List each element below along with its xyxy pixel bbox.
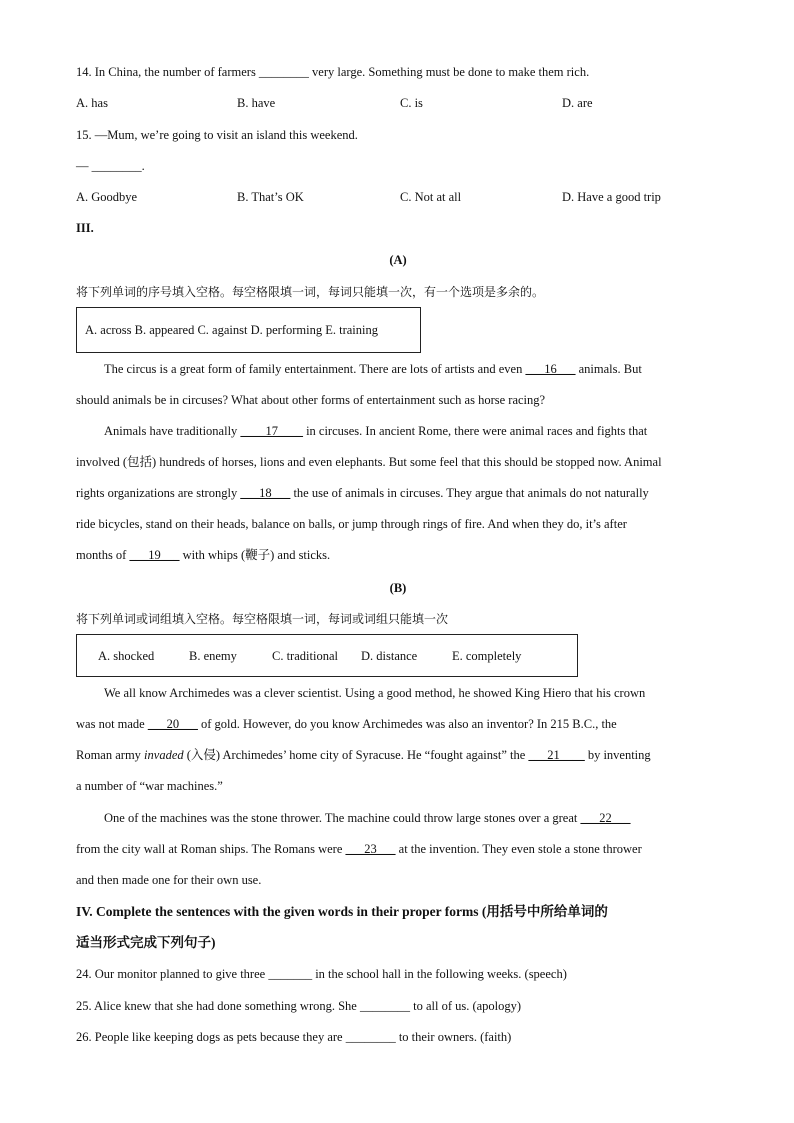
word-option-d: D. distance <box>361 649 418 663</box>
part-a-paragraph-2 <box>76 416 720 571</box>
section-3-heading: III. <box>76 221 94 235</box>
blank-16[interactable]: ___16___ <box>525 362 576 376</box>
question-15-options <box>76 189 720 205</box>
part-b-label: (B) <box>389 581 407 595</box>
question-15-reply: — ________. <box>76 159 145 173</box>
passage-line: months of ___19___ with whips (鞭子) and sticks. <box>76 548 331 562</box>
blank-19[interactable]: ___19___ <box>129 548 180 562</box>
word-option-e: E. completely <box>452 649 522 663</box>
word-option-b: B. enemy <box>189 649 237 663</box>
passage-line: One of the machines was the stone thrower. The machine could throw large stones over a great ___22___ <box>104 811 631 825</box>
part-b-instruction: 将下列单词或词组填入空格。每空格限填一词，每词或词组只能填一次 <box>76 612 449 626</box>
word-option-a: A. shocked <box>98 649 155 663</box>
part-a-word-box <box>76 307 421 353</box>
passage-line: should animals be in circuses? What about other forms of entertainment such as horse racing? <box>76 393 546 407</box>
blank-18[interactable]: ___18___ <box>240 486 291 500</box>
passage-line: and then made one for their own use. <box>76 873 262 887</box>
section-4-heading-line-2: 适当形式完成下列句子) <box>76 935 216 950</box>
blank-21[interactable]: ___21____ <box>528 748 585 762</box>
question-14-stem: 14. In China, the number of farmers ________ very large. Something must be done to make them rich. <box>76 65 590 79</box>
question-25: 25. Alice knew that she had done something wrong. She ________ to all of us. (apology) <box>76 999 522 1013</box>
passage-line: was not made ___20___ of gold. However, do you know Archimedes was also an inventor? In 215 B.C., the <box>76 717 617 731</box>
passage-line: from the city wall at Roman ships. The Romans were ___23___ at the invention. They even stole a stone thrower <box>76 842 642 856</box>
q15-option-b[interactable]: B. That’s OK <box>237 190 304 204</box>
part-a-label: (A) <box>389 253 407 267</box>
blank-22[interactable]: ___22___ <box>580 811 631 825</box>
passage-line: The circus is a great form of family entertainment. There are lots of artists and even ___16___ animals. But <box>104 362 642 376</box>
part-a-word-list: A. across B. appeared C. against D. performing E. training <box>85 323 378 337</box>
passage-line: Roman army invaded (入侵) Archimedes’ home city of Syracuse. He “fought against” the ___21____ by inventing <box>76 748 651 762</box>
part-b-paragraph-1 <box>76 678 720 802</box>
part-a-paragraph-1 <box>76 354 720 416</box>
part-a-instruction: 将下列单词的序号填入空格。每空格限填一词，每词只能填一次，有一个选项是多余的。 <box>76 285 545 299</box>
q15-option-c[interactable]: C. Not at all <box>400 190 462 204</box>
question-26: 26. People like keeping dogs as pets because they are ________ to their owners. (faith) <box>76 1030 512 1044</box>
question-15-stem: 15. —Mum, we’re going to visit an island this weekend. <box>76 128 358 142</box>
passage-line: We all know Archimedes was a clever scientist. Using a good method, he showed King Hiero that his crown <box>104 686 646 700</box>
blank-17[interactable]: ____17____ <box>240 424 303 438</box>
q14-option-c[interactable]: C. is <box>400 96 423 110</box>
passage-line: ride bicycles, stand on their heads, balance on balls, or jump through rings of fire. And when they do, it’s after <box>76 517 627 531</box>
question-24: 24. Our monitor planned to give three _______ in the school hall in the following weeks. (speech) <box>76 967 567 981</box>
word-option-c: C. traditional <box>272 649 338 663</box>
blank-23[interactable]: ___23___ <box>345 842 396 856</box>
blank-20[interactable]: ___20___ <box>147 717 198 731</box>
q14-option-b[interactable]: B. have <box>237 96 276 110</box>
part-b-word-box <box>76 634 578 677</box>
q14-option-a[interactable]: A. has <box>76 96 108 110</box>
q14-option-d[interactable]: D. are <box>562 96 593 110</box>
passage-line: Animals have traditionally ____17____ in circuses. In ancient Rome, there were animal races and fights that <box>104 424 648 438</box>
passage-line: involved (包括) hundreds of horses, lions and even elephants. But some feel that this should be stopped now. Animal <box>76 455 662 469</box>
section-4-heading-line-1: IV. Complete the sentences with the given words in their proper forms (用括号中所给单词的 <box>76 904 608 919</box>
part-b-paragraph-2 <box>76 803 720 896</box>
passage-line: a number of “war machines.” <box>76 779 223 793</box>
q15-option-d[interactable]: D. Have a good trip <box>562 190 661 204</box>
question-14-options <box>76 95 720 111</box>
passage-line: rights organizations are strongly ___18___ the use of animals in circuses. They argue that animals do not naturally <box>76 486 649 500</box>
q15-option-a[interactable]: A. Goodbye <box>76 190 138 204</box>
